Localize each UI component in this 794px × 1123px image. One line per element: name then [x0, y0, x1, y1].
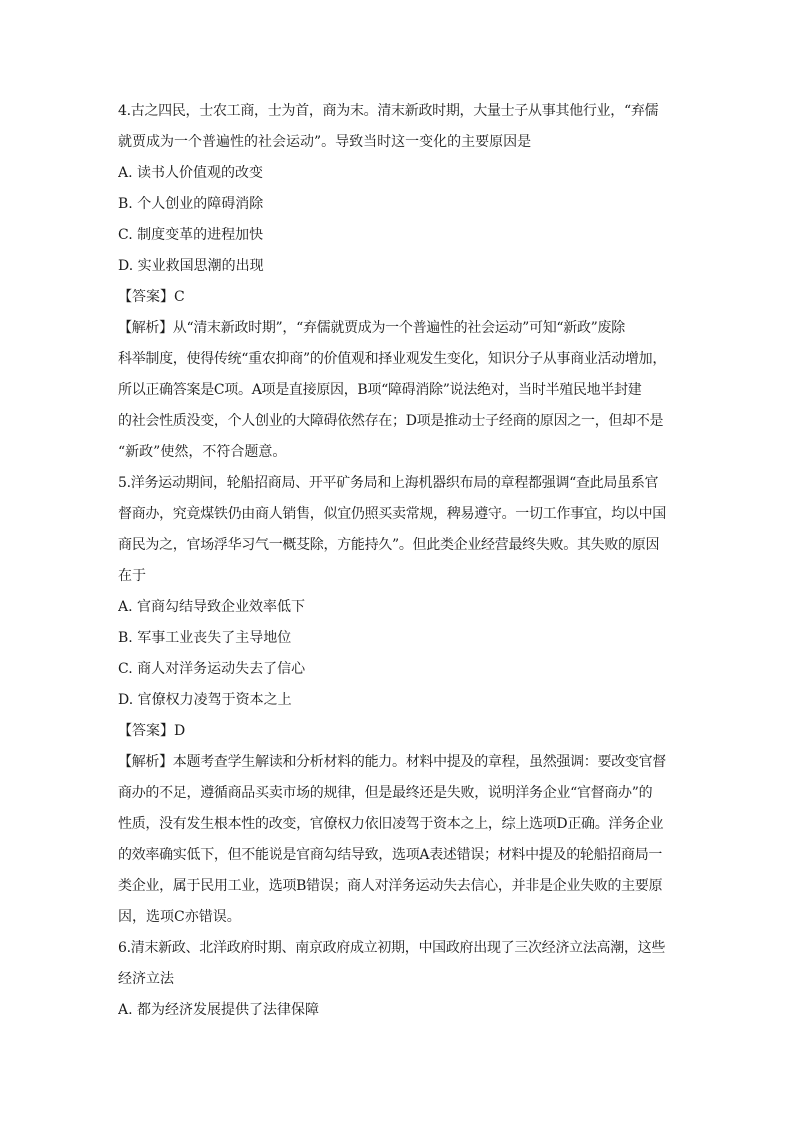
question-5-analysis-line-3: 性质，没有发生根本性的改变，官僚权力依旧凌驾于资本之上，综上选项D正确。洋务企业: [118, 816, 664, 832]
question-5-option-d: D. 官僚权力凌驾于资本之上: [118, 692, 292, 708]
question-4-stem-line-1: 4.古之四民，士农工商，士为首，商为末。清末新政时期，大量士子从事其他行业，“弃儒: [118, 103, 659, 119]
question-5-stem-line-3: 商民为之，官场浮华习气一概芟除，方能持久”。但此类企业经营最终失败。其失败的原因: [118, 537, 660, 553]
document-page: [118, 96, 678, 1026]
question-4: [118, 96, 678, 468]
question-5-option-b: B. 军事工业丧失了主导地位: [118, 630, 292, 646]
question-4-analysis-line-1: 【解析】从“清末新政时期”，“弃儒就贾成为一个普遍性的社会运动”可知“新政”废除: [118, 320, 625, 336]
question-4-option-b: B. 个人创业的障碍消除: [118, 196, 264, 212]
question-6: [118, 933, 678, 1026]
question-4-analysis-line-2: 科举制度，使得传统“重农抑商”的价值观和择业观发生变化，知识分子从事商业活动增加，: [118, 351, 667, 367]
question-5-stem-line-4: 在于: [118, 568, 146, 584]
question-4-analysis-line-5: “新政”使然，不符合题意。: [118, 444, 287, 460]
question-6-option-a: A. 都为经济发展提供了法律保障: [118, 1002, 320, 1018]
question-4-option-c: C. 制度变革的进程加快: [118, 227, 264, 243]
question-5-stem-line-2: 督商办，究竟煤铁仍由商人销售，似宜仍照买卖常规，稗易遵守。一切工作事宜，均以中国: [118, 506, 666, 522]
question-5-option-c: C. 商人对洋务运动失去了信心: [118, 661, 306, 677]
question-5-analysis-line-1: 【解析】本题考查学生解读和分析材料的能力。材料中提及的章程，虽然强调：要改变官督: [118, 754, 666, 770]
question-5-answer: 【答案】D: [118, 723, 186, 739]
question-6-stem-line-1: 6.清末新政、北洋政府时期、南京政府成立初期，中国政府出现了三次经济立法高潮，这些: [118, 940, 666, 956]
question-5-analysis-line-2: 商办的不足，遵循商品买卖市场的规律，但是最终还是失败，说明洋务企业“官督商办”的: [118, 785, 653, 801]
question-4-answer: 【答案】C: [118, 289, 185, 305]
question-4-stem-line-2: 就贾成为一个普遍性的社会运动”。导致当时这一变化的主要原因是: [118, 134, 532, 150]
question-6-stem-line-2: 经济立法: [118, 971, 174, 987]
question-5-analysis-line-6: 因，选项C亦错误。: [118, 909, 241, 925]
question-5-analysis-line-5: 类企业，属于民用工业，选项B错误；商人对洋务运动失去信心，并非是企业失败的主要原: [118, 878, 663, 894]
question-4-analysis-line-4: 的社会性质没变，个人创业的大障碍依然存在；D项是推动士子经商的原因之一，但却不是: [118, 413, 664, 429]
question-4-analysis-line-3: 所以正确答案是C项。A项是直接原因，B项“障碍消除”说法绝对，当时半殖民地半封建: [118, 382, 642, 398]
question-4-option-d: D. 实业救国思潮的出现: [118, 258, 264, 274]
question-5-analysis-line-4: 的效率确实低下，但不能说是官商勾结导致，选项A表述错误；材料中提及的轮船招商局一: [118, 847, 663, 863]
question-5-stem-line-1: 5.洋务运动期间，轮船招商局、开平矿务局和上海机器织布局的章程都强调“查此局虽系官: [118, 475, 659, 491]
question-4-option-a: A. 读书人价值观的改变: [118, 165, 264, 181]
question-5: [118, 468, 678, 933]
question-5-option-a: A. 官商勾结导致企业效率低下: [118, 599, 306, 615]
